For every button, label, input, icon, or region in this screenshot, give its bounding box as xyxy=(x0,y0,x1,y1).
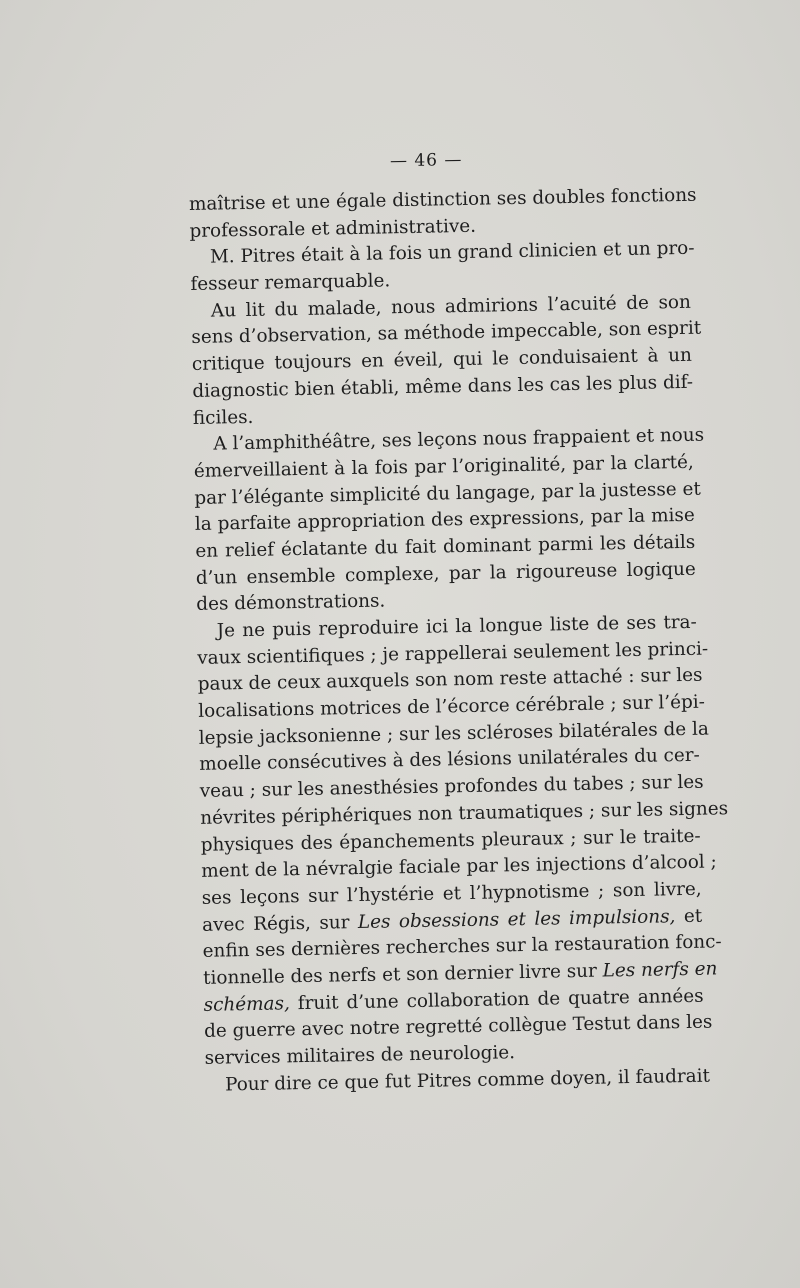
text-line-content: Pour dire ce que fut Pitres comme doyen, il faudrait xyxy=(224,1065,711,1096)
text-line-content: par l’élégante simplicité du langage, par la justesse et xyxy=(194,478,701,509)
text-line-content: ficiles. xyxy=(192,406,254,429)
page-text-block xyxy=(188,141,729,1099)
text-line-content: fesseur remarquable. xyxy=(190,270,391,296)
text-line-content: professorale et administrative. xyxy=(189,215,477,242)
text-line-content: enfin ses dernières recherches sur la restauration fonc- xyxy=(202,931,722,963)
text-line-content: névrites périphériques non traumatiques ; sur les signes xyxy=(200,798,729,829)
body-text xyxy=(188,183,729,1099)
text-line-content: paux de ceux auxquels son nom reste attaché : sur les xyxy=(197,665,703,696)
text-line-content: avec Régis, sur xyxy=(202,911,359,936)
italic-title: Les obsessions et les impulsions, xyxy=(357,905,676,933)
text-line-content: Au lit du malade, nous admirions l’acuité de son xyxy=(210,291,692,322)
text-line-content: en relief éclatante du fait dominant parmi les détails xyxy=(195,531,696,562)
page-number: — 46 — xyxy=(389,149,463,172)
text-line-content: émerveillaient à la fois par l’originalité, par la clarté, xyxy=(193,451,694,482)
text-line-content: physiques des épanchements pleuraux ; sur le traite- xyxy=(200,825,701,856)
text-line-content: sens d’observation, sa méthode impeccable, son esprit xyxy=(191,318,702,349)
text-line-content: d’un ensemble complexe, par la rigoureuse logique xyxy=(195,558,696,589)
text-line-content: veau ; sur les anesthésies profondes du tabes ; sur les xyxy=(199,771,704,803)
text-line-content: M. Pitres était à la fois un grand clinicien et un pro- xyxy=(209,238,695,268)
text-line-content: ment de la névralgie faciale par les injections d’alcool ; xyxy=(201,851,717,883)
italic-title: schémas, xyxy=(203,992,291,1016)
text-line-content: A l’amphithéâtre, ses leçons nous frappaient et nous xyxy=(213,424,705,455)
text-line-content: de guerre avec notre regretté collègue Testut dans les xyxy=(203,1011,713,1043)
text-line-content: critique toujours en éveil, qui le conduisaient à un xyxy=(191,344,693,376)
text-line-content: moelle consécutives à des lésions unilatérales du cer- xyxy=(199,745,700,776)
text-line-content: des démonstrations. xyxy=(196,590,386,616)
text-line-content: diagnostic bien établi, même dans les cas les plus dif- xyxy=(192,371,694,402)
text-line-content: lepsie jacksonienne ; sur les scléroses bilatérales de la xyxy=(198,718,710,749)
text-line-continuation: fruit d’une collaboration de quatre années xyxy=(289,985,704,1014)
text-line-content: vaux scientifiques ; je rappellerai seulement les princi- xyxy=(197,638,709,669)
text-line-content: localisations motrices de l’écorce cérébrale ; sur l’épi- xyxy=(198,691,706,722)
text-line-content: maîtrise et une égale distinction ses doubles fonctions xyxy=(188,184,697,215)
text-line-content: la parfaite appropriation des expressions, par la mise xyxy=(194,505,695,536)
text-line-content: tionnelle des nerfs et son dernier livre sur xyxy=(202,960,603,989)
text-line-content: Je ne puis reproduire ici la longue liste de ses tra- xyxy=(216,611,697,642)
italic-title: Les nerfs en xyxy=(602,958,718,982)
text-line-continuation: et xyxy=(675,905,703,927)
text-line-content: services militaires de neurologie. xyxy=(204,1042,516,1069)
text-line-content: ses leçons sur l’hystérie et l’hypnotisme ; son livre, xyxy=(201,878,702,909)
